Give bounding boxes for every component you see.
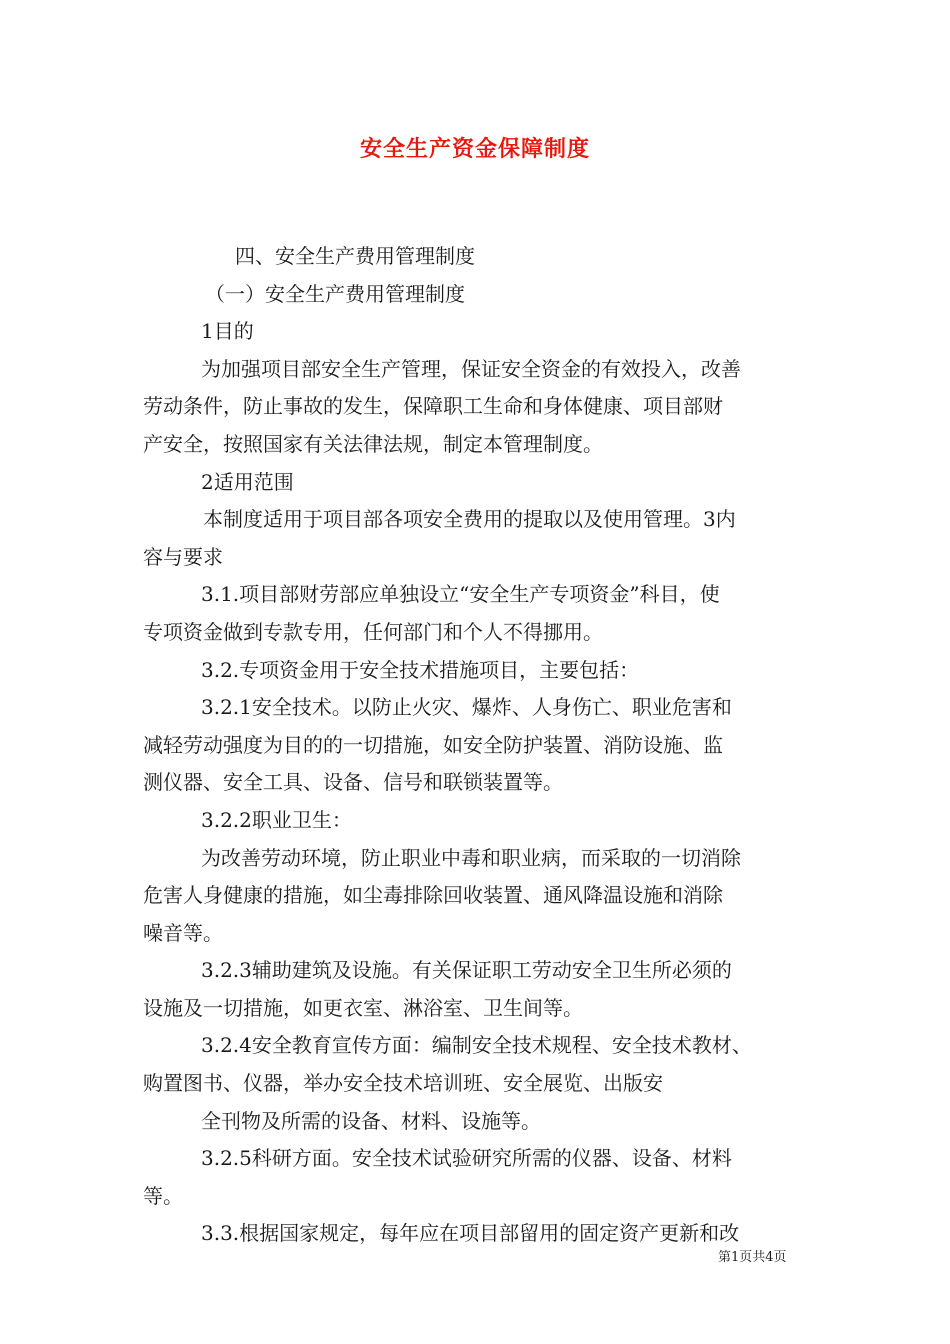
text-line: 劳动条件，防止事故的发生，保障职工生命和身体健康、项目部财 [143, 394, 723, 419]
text-line: 3.2.1安全技术。以防止火灾、爆炸、人身伤亡、职业危害和 [201, 695, 732, 720]
text-line: 四、安全生产费用管理制度 [235, 244, 475, 268]
text-line: 购置图书、仪器，举办安全技术培训班、安全展览、出版安 [143, 1071, 663, 1096]
text-line: 容与要求 [143, 544, 223, 569]
text-line: 专项资金做到专款专用，任何部门和个人不得挪用。 [143, 619, 603, 644]
text-line: 本制度适用于项目部各项安全费用的提取以及使用管理。3内 [203, 507, 736, 532]
document-title: 安全生产资金保障制度 [359, 137, 590, 162]
text-line: 全刊物及所需的设备、材料、设施等。 [201, 1108, 541, 1133]
text-line: 为加强项目部安全生产管理，保证安全资金的有效投入，改善 [201, 356, 741, 381]
text-line: 产安全，按照国家有关法律法规，制定本管理制度。 [143, 431, 603, 456]
text-line: 1目的 [201, 319, 254, 344]
text-line: 3.1.项目部财劳部应单独设立“安全生产专项资金”科目，使 [201, 582, 720, 607]
text-line: 为改善劳动环境，防止职业中毒和职业病，而采取的一切消除 [201, 845, 741, 870]
text-line: 噪音等。 [143, 920, 223, 945]
page-number: 第1页共4页 [718, 1250, 787, 1265]
text-line: 测仪器、安全工具、设备、信号和联锁装置等。 [143, 770, 563, 795]
text-line: 等。 [143, 1183, 183, 1208]
text-line: 3.2.5科研方面。安全技术试验研究所需的仪器、设备、材料 [201, 1146, 732, 1171]
text-line: 2适用范围 [201, 469, 294, 494]
document-body [143, 238, 813, 1253]
text-line: 设施及一切措施，如更衣室、淋浴室、卫生间等。 [143, 995, 583, 1020]
text-line: 3.3.根据国家规定，每年应在项目部留用的固定资产更新和改 [201, 1221, 740, 1246]
text-line: （一）安全生产费用管理制度 [205, 281, 465, 306]
text-line: 3.2.3辅助建筑及设施。有关保证职工劳动安全卫生所必须的 [201, 958, 732, 983]
text-line: 危害人身健康的措施，如尘毒排除回收装置、通风降温设施和消除 [143, 883, 723, 908]
text-line: 3.2.4安全教育宣传方面：编制安全技术规程、安全技术教材、 [201, 1033, 752, 1058]
text-line: 3.2.专项资金用于安全技术措施项目，主要包括： [201, 657, 640, 682]
text-line: 减轻劳动强度为目的的一切措施，如安全防护装置、消防设施、监 [143, 732, 723, 757]
text-line: 3.2.2职业卫生： [201, 807, 352, 832]
